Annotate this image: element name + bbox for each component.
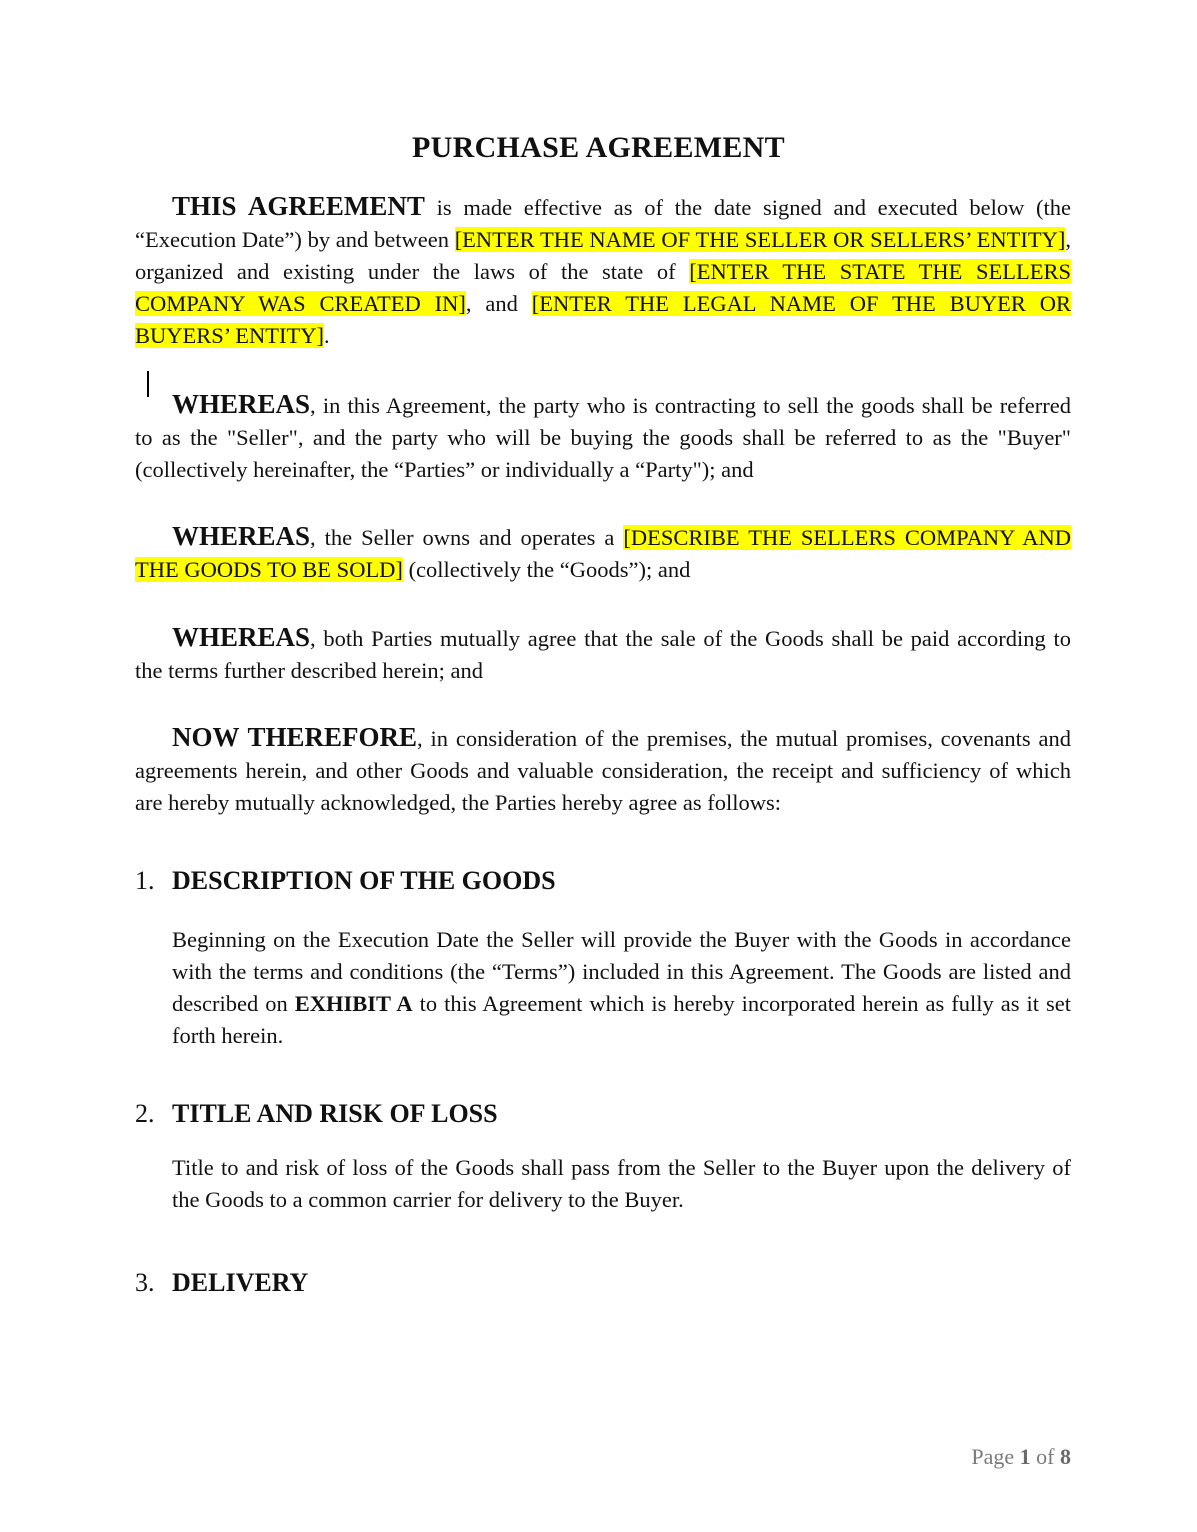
now-therefore-text: , in consideration of the premises, the mutual promises, covenants and agreements herein, and other Goods and valuable consideration, the receipt and sufficiency of which are hereby mutually acknowledged, the Parties hereby agree as follows: bbox=[135, 726, 1071, 815]
buyer-name-placeholder[interactable]: [ENTER THE LEGAL NAME OF THE BUYER OR BUYERS’ ENTITY] bbox=[135, 291, 1071, 348]
whereas-paragraph-1 bbox=[135, 388, 1071, 486]
page-number-footer bbox=[971, 1444, 1071, 1470]
total-pages: 8 bbox=[1060, 1444, 1071, 1469]
section-heading-2 bbox=[135, 1099, 498, 1129]
intro-paragraph bbox=[135, 190, 1071, 352]
section-number: 3. bbox=[135, 1268, 155, 1297]
now-therefore-lead: NOW THEREFORE bbox=[172, 722, 418, 752]
exhibit-reference: EXHIBIT A bbox=[294, 991, 413, 1016]
whereas-lead: WHEREAS bbox=[172, 389, 311, 419]
seller-name-placeholder[interactable]: [ENTER THE NAME OF THE SELLER OR SELLERS’ ENTITY] bbox=[454, 227, 1066, 252]
section-heading-1 bbox=[135, 866, 556, 896]
intro-text: . bbox=[323, 323, 330, 348]
intro-text: is made effective as of the date signed and executed below (the “Execution Date”) by and between bbox=[135, 195, 1072, 252]
section-title: DELIVERY bbox=[172, 1268, 309, 1297]
intro-lead: THIS AGREEMENT bbox=[172, 191, 425, 221]
whereas-lead: WHEREAS bbox=[172, 622, 311, 652]
whereas-paragraph-3 bbox=[135, 621, 1071, 687]
goods-description-placeholder[interactable]: [DESCRIBE THE SELLERS COMPANY AND THE GOODS TO BE SOLD] bbox=[135, 525, 1071, 582]
section-title: TITLE AND RISK OF LOSS bbox=[172, 1099, 498, 1128]
of-label: of bbox=[1030, 1444, 1060, 1469]
whereas-text: , the Seller owns and operates a bbox=[310, 525, 624, 550]
whereas-paragraph-2 bbox=[135, 520, 1071, 586]
section-text: Beginning on the Execution Date the Seller will provide the Buyer with the Goods in accordance with the terms and conditions (the “Terms”) included in this Agreement. The Goods are listed and described on bbox=[172, 927, 1071, 1016]
whereas-lead: WHEREAS bbox=[172, 521, 311, 551]
section-body-1 bbox=[172, 924, 1071, 1052]
section-number: 1. bbox=[135, 866, 155, 895]
whereas-text: (collectively the “Goods”); and bbox=[402, 557, 691, 582]
whereas-text: , both Parties mutually agree that the sale of the Goods shall be paid according to the terms further described herein; and bbox=[135, 626, 1071, 683]
page-label: Page bbox=[971, 1444, 1020, 1469]
section-heading-3 bbox=[135, 1268, 308, 1298]
section-text: to this Agreement which is hereby incorporated herein as fully as it set forth herein. bbox=[172, 991, 1071, 1048]
section-number: 2. bbox=[135, 1099, 155, 1128]
now-therefore-paragraph bbox=[135, 721, 1071, 819]
whereas-text: , in this Agreement, the party who is contracting to sell the goods shall be referred to as the "Seller", and the party who will be buying the goods shall be referred to as the "Buyer" (collectively hereinafter, the “Parties” or individually a “Party"); and bbox=[135, 393, 1071, 482]
intro-text: , and bbox=[465, 291, 532, 316]
current-page: 1 bbox=[1019, 1444, 1031, 1469]
section-text: Title to and risk of loss of the Goods shall pass from the Seller to the Buyer upon the delivery of the Goods to a common carrier for delivery to the Buyer. bbox=[172, 1155, 1071, 1212]
intro-text: , organized and existing under the laws of the state of bbox=[135, 227, 1071, 284]
section-title: DESCRIPTION OF THE GOODS bbox=[172, 866, 556, 895]
document-title: PURCHASE AGREEMENT bbox=[412, 131, 785, 164]
section-body-2 bbox=[172, 1152, 1071, 1216]
state-placeholder[interactable]: [ENTER THE STATE THE SELLERS COMPANY WAS CREATED IN] bbox=[135, 259, 1071, 316]
